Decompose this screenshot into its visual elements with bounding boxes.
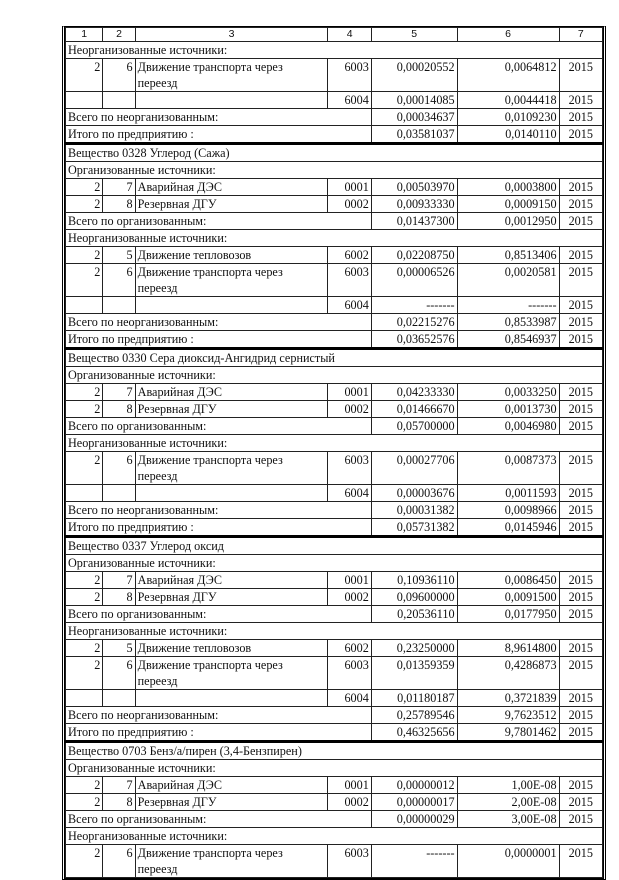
table-row	[66, 247, 603, 264]
source-group-row	[66, 42, 603, 59]
total-emission-ty: 0,0140110	[457, 126, 559, 144]
emission-ty: 0,0020581	[457, 264, 559, 297]
source-group-label: Организованные источники:	[66, 162, 603, 179]
source-number: 8	[103, 589, 135, 606]
emission-source-code: 0001	[328, 777, 371, 794]
source-number	[103, 92, 135, 109]
workshop-number: 2	[66, 401, 103, 418]
emissions-table	[65, 27, 603, 878]
total-label: Всего по организованным:	[66, 811, 372, 828]
year: 2015	[559, 92, 602, 109]
source-name: Движение транспорта через переезд	[135, 264, 328, 297]
total-emission-gs: 0,20536110	[371, 606, 457, 623]
header-col-3: 3	[135, 28, 328, 42]
total-emission-ty: 9,7801462	[457, 724, 559, 742]
source-group-label: Организованные источники:	[66, 760, 603, 777]
table-row	[66, 59, 603, 92]
year: 2015	[559, 589, 602, 606]
source-number: 6	[103, 452, 135, 485]
source-name: Движение тепловозов	[135, 247, 328, 264]
emission-source-code: 6004	[328, 297, 371, 314]
source-group-row	[66, 367, 603, 384]
source-group-label: Организованные источники:	[66, 367, 603, 384]
source-number: 7	[103, 179, 135, 196]
source-number: 6	[103, 264, 135, 297]
substance-header-row	[66, 742, 603, 760]
emission-ty: 0,3721839	[457, 690, 559, 707]
year: 2015	[559, 794, 602, 811]
total-emission-ty: 0,0046980	[457, 418, 559, 435]
header-col-7: 7	[559, 28, 602, 42]
year: 2015	[559, 640, 602, 657]
year: 2015	[559, 777, 602, 794]
table-row	[66, 690, 603, 707]
emission-gs: 0,00503970	[371, 179, 457, 196]
emission-ty: 0,0044418	[457, 92, 559, 109]
emission-source-code: 6003	[328, 59, 371, 92]
total-emission-gs: 0,03581037	[371, 126, 457, 144]
source-name: Резервная ДГУ	[135, 589, 328, 606]
source-name	[135, 92, 328, 109]
year: 2015	[559, 845, 602, 878]
table-row	[66, 452, 603, 485]
emission-ty: 0,0091500	[457, 589, 559, 606]
table-row	[66, 777, 603, 794]
workshop-number: 2	[66, 59, 103, 92]
total-emission-ty: 0,8546937	[457, 331, 559, 349]
table-row	[66, 384, 603, 401]
source-number: 5	[103, 640, 135, 657]
total-year: 2015	[559, 707, 602, 724]
year: 2015	[559, 401, 602, 418]
table-row	[66, 196, 603, 213]
workshop-number: 2	[66, 845, 103, 878]
workshop-number: 2	[66, 179, 103, 196]
emission-source-code: 0002	[328, 401, 371, 418]
total-year: 2015	[559, 213, 602, 230]
total-year: 2015	[559, 519, 602, 537]
total-emission-ty: 0,0145946	[457, 519, 559, 537]
source-number: 7	[103, 777, 135, 794]
emission-ty: 0,0086450	[457, 572, 559, 589]
source-name: Аварийная ДЭС	[135, 777, 328, 794]
total-year: 2015	[559, 331, 602, 349]
emissions-table-frame	[62, 26, 606, 880]
total-year: 2015	[559, 126, 602, 144]
total-emission-ty: 0,0012950	[457, 213, 559, 230]
total-emission-gs: 0,00031382	[371, 502, 457, 519]
emission-ty: 0,0009150	[457, 196, 559, 213]
total-year: 2015	[559, 811, 602, 828]
source-number: 7	[103, 572, 135, 589]
source-number: 6	[103, 657, 135, 690]
source-name	[135, 690, 328, 707]
emission-source-code: 0001	[328, 384, 371, 401]
total-emission-ty: 3,00E-08	[457, 811, 559, 828]
emission-ty: 0,0013730	[457, 401, 559, 418]
header-col-4: 4	[328, 28, 371, 42]
source-group-label: Неорганизованные источники:	[66, 230, 603, 247]
total-label: Всего по неорганизованным:	[66, 314, 372, 331]
workshop-number	[66, 690, 103, 707]
source-group-label: Неорганизованные источники:	[66, 623, 603, 640]
workshop-number: 2	[66, 572, 103, 589]
total-year: 2015	[559, 606, 602, 623]
emission-ty: 0,8513406	[457, 247, 559, 264]
source-number: 8	[103, 794, 135, 811]
emission-ty: 8,9614800	[457, 640, 559, 657]
source-name: Движение транспорта через переезд	[135, 657, 328, 690]
substance-title: Вещество 0330 Сера диоксид-Ангидрид сернистый	[66, 349, 603, 367]
source-group-row	[66, 555, 603, 572]
source-name: Резервная ДГУ	[135, 401, 328, 418]
table-row	[66, 845, 603, 878]
source-group-label: Неорганизованные источники:	[66, 828, 603, 845]
emission-source-code: 6003	[328, 452, 371, 485]
workshop-number: 2	[66, 264, 103, 297]
source-group-row	[66, 230, 603, 247]
total-label: Итого по предприятию :	[66, 724, 372, 742]
total-row	[66, 213, 603, 230]
total-row	[66, 606, 603, 623]
total-row	[66, 314, 603, 331]
table-row	[66, 264, 603, 297]
source-name: Аварийная ДЭС	[135, 384, 328, 401]
total-row	[66, 418, 603, 435]
header-col-1: 1	[66, 28, 103, 42]
emission-source-code: 0002	[328, 794, 371, 811]
total-label: Итого по предприятию :	[66, 126, 372, 144]
total-emission-gs: 0,00000029	[371, 811, 457, 828]
emission-source-code: 6004	[328, 690, 371, 707]
header-col-2: 2	[103, 28, 135, 42]
emission-source-code: 6003	[328, 657, 371, 690]
source-name: Движение транспорта через переезд	[135, 452, 328, 485]
total-emission-ty: 9,7623512	[457, 707, 559, 724]
emission-source-code: 6003	[328, 845, 371, 878]
substance-header-row	[66, 144, 603, 162]
total-emission-gs: 0,02215276	[371, 314, 457, 331]
source-name	[135, 297, 328, 314]
emission-ty: 1,00E-08	[457, 777, 559, 794]
total-emission-gs: 0,05700000	[371, 418, 457, 435]
emission-gs: 0,00027706	[371, 452, 457, 485]
year: 2015	[559, 264, 602, 297]
emission-ty: 0,0033250	[457, 384, 559, 401]
total-emission-ty: 0,0177950	[457, 606, 559, 623]
emission-ty: 0,0064812	[457, 59, 559, 92]
emission-ty: -------	[457, 297, 559, 314]
emission-gs: 0,00000017	[371, 794, 457, 811]
emission-ty: 0,0003800	[457, 179, 559, 196]
total-label: Всего по организованным:	[66, 606, 372, 623]
source-number: 8	[103, 196, 135, 213]
total-emission-ty: 0,0098966	[457, 502, 559, 519]
emission-source-code: 6002	[328, 640, 371, 657]
total-label: Всего по неорганизованным:	[66, 707, 372, 724]
emission-gs: 0,01180187	[371, 690, 457, 707]
table-row	[66, 92, 603, 109]
emission-source-code: 6002	[328, 247, 371, 264]
source-group-row	[66, 435, 603, 452]
year: 2015	[559, 452, 602, 485]
table-row	[66, 297, 603, 314]
workshop-number: 2	[66, 452, 103, 485]
year: 2015	[559, 247, 602, 264]
emission-gs: 0,02208750	[371, 247, 457, 264]
table-body	[66, 42, 603, 878]
year: 2015	[559, 196, 602, 213]
table-row	[66, 179, 603, 196]
substance-title: Вещество 0703 Бенз/а/пирен (3,4-Бензпирен)	[66, 742, 603, 760]
source-name: Движение транспорта через переезд	[135, 59, 328, 92]
year: 2015	[559, 690, 602, 707]
column-number-header	[66, 28, 603, 42]
emission-ty: 0,0000001	[457, 845, 559, 878]
source-number	[103, 297, 135, 314]
source-group-row	[66, 828, 603, 845]
emission-source-code: 0002	[328, 589, 371, 606]
emission-gs: 0,00933330	[371, 196, 457, 213]
workshop-number	[66, 92, 103, 109]
emission-ty: 0,0011593	[457, 485, 559, 502]
emission-gs: 0,04233330	[371, 384, 457, 401]
total-label: Всего по организованным:	[66, 213, 372, 230]
source-number	[103, 485, 135, 502]
table-row	[66, 640, 603, 657]
total-emission-gs: 0,01437300	[371, 213, 457, 230]
emission-gs: 0,01359359	[371, 657, 457, 690]
emission-gs: 0,00014085	[371, 92, 457, 109]
emission-gs: 0,01466670	[371, 401, 457, 418]
source-group-label: Неорганизованные источники:	[66, 42, 603, 59]
source-number	[103, 690, 135, 707]
source-name: Движение тепловозов	[135, 640, 328, 657]
emission-source-code: 0001	[328, 572, 371, 589]
total-emission-ty: 0,0109230	[457, 109, 559, 126]
source-group-row	[66, 623, 603, 640]
total-emission-gs: 0,25789546	[371, 707, 457, 724]
total-emission-gs: 0,03652576	[371, 331, 457, 349]
year: 2015	[559, 59, 602, 92]
emission-gs: 0,00003676	[371, 485, 457, 502]
emission-ty: 0,0087373	[457, 452, 559, 485]
total-emission-gs: 0,00034637	[371, 109, 457, 126]
workshop-number: 2	[66, 384, 103, 401]
source-group-row	[66, 760, 603, 777]
total-year: 2015	[559, 418, 602, 435]
workshop-number: 2	[66, 640, 103, 657]
total-label: Итого по предприятию :	[66, 331, 372, 349]
source-name	[135, 485, 328, 502]
workshop-number: 2	[66, 657, 103, 690]
total-emission-gs: 0,05731382	[371, 519, 457, 537]
workshop-number	[66, 297, 103, 314]
emission-gs: 0,23250000	[371, 640, 457, 657]
emission-source-code: 6004	[328, 485, 371, 502]
total-label: Всего по неорганизованным:	[66, 109, 372, 126]
year: 2015	[559, 657, 602, 690]
total-row	[66, 724, 603, 742]
source-number: 6	[103, 845, 135, 878]
source-name: Резервная ДГУ	[135, 196, 328, 213]
emission-ty: 2,00E-08	[457, 794, 559, 811]
total-row	[66, 331, 603, 349]
substance-title: Вещество 0328 Углерод (Сажа)	[66, 144, 603, 162]
total-year: 2015	[559, 502, 602, 519]
total-year: 2015	[559, 109, 602, 126]
year: 2015	[559, 297, 602, 314]
source-number: 8	[103, 401, 135, 418]
workshop-number: 2	[66, 794, 103, 811]
emission-gs: -------	[371, 845, 457, 878]
source-name: Аварийная ДЭС	[135, 179, 328, 196]
total-year: 2015	[559, 314, 602, 331]
header-col-6: 6	[457, 28, 559, 42]
substance-header-row	[66, 537, 603, 555]
workshop-number: 2	[66, 777, 103, 794]
workshop-number: 2	[66, 247, 103, 264]
table-row	[66, 401, 603, 418]
table-row	[66, 794, 603, 811]
total-row	[66, 811, 603, 828]
source-group-label: Неорганизованные источники:	[66, 435, 603, 452]
year: 2015	[559, 572, 602, 589]
emission-gs: -------	[371, 297, 457, 314]
source-number: 5	[103, 247, 135, 264]
total-label: Всего по организованным:	[66, 418, 372, 435]
emission-gs: 0,00020552	[371, 59, 457, 92]
total-row	[66, 502, 603, 519]
source-number: 7	[103, 384, 135, 401]
total-emission-ty: 0,8533987	[457, 314, 559, 331]
emission-gs: 0,10936110	[371, 572, 457, 589]
emission-gs: 0,00000012	[371, 777, 457, 794]
emission-source-code: 0002	[328, 196, 371, 213]
total-label: Итого по предприятию :	[66, 519, 372, 537]
header-col-5: 5	[371, 28, 457, 42]
total-row	[66, 707, 603, 724]
table-row	[66, 485, 603, 502]
year: 2015	[559, 384, 602, 401]
total-label: Всего по неорганизованным:	[66, 502, 372, 519]
table-row	[66, 572, 603, 589]
source-name: Аварийная ДЭС	[135, 572, 328, 589]
total-row	[66, 519, 603, 537]
total-row	[66, 109, 603, 126]
substance-header-row	[66, 349, 603, 367]
total-row	[66, 126, 603, 144]
workshop-number: 2	[66, 589, 103, 606]
table-row	[66, 657, 603, 690]
emission-gs: 0,00006526	[371, 264, 457, 297]
emission-ty: 0,4286873	[457, 657, 559, 690]
source-group-label: Организованные источники:	[66, 555, 603, 572]
workshop-number: 2	[66, 196, 103, 213]
emission-source-code: 0001	[328, 179, 371, 196]
total-year: 2015	[559, 724, 602, 742]
table-row	[66, 589, 603, 606]
workshop-number	[66, 485, 103, 502]
source-group-row	[66, 162, 603, 179]
source-name: Движение транспорта через переезд	[135, 845, 328, 878]
source-number: 6	[103, 59, 135, 92]
emission-gs: 0,09600000	[371, 589, 457, 606]
emission-source-code: 6004	[328, 92, 371, 109]
substance-title: Вещество 0337 Углерод оксид	[66, 537, 603, 555]
source-name: Резервная ДГУ	[135, 794, 328, 811]
emission-source-code: 6003	[328, 264, 371, 297]
total-emission-gs: 0,46325656	[371, 724, 457, 742]
year: 2015	[559, 485, 602, 502]
year: 2015	[559, 179, 602, 196]
